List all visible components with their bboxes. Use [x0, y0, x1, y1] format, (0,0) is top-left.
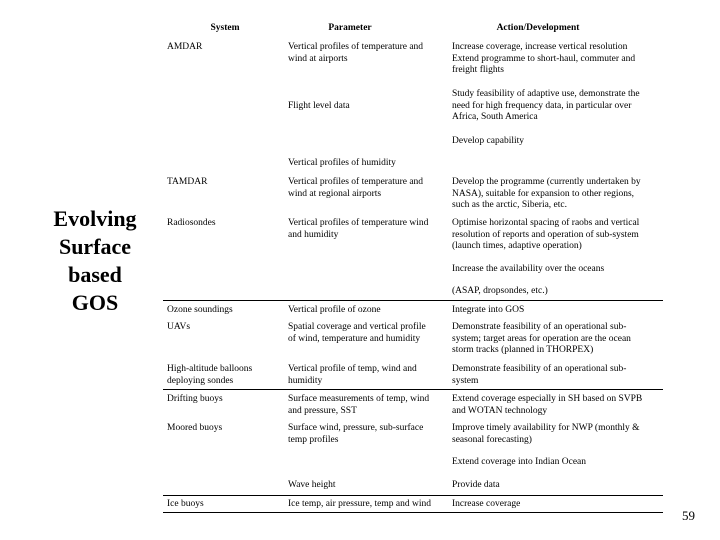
cell-line: of wind, temperature and humidity	[288, 333, 421, 344]
table-cell-parameter	[288, 218, 428, 241]
column-header-parameter: Parameter	[328, 23, 372, 33]
slide-title	[20, 205, 170, 317]
table-cell-system	[167, 42, 202, 54]
cell-line: (ASAP, dropsondes, etc.)	[452, 286, 548, 296]
table-cell-action	[452, 457, 586, 469]
table-cell-action	[452, 286, 548, 298]
cell-line: Vertical profile of ozone	[288, 305, 381, 315]
table-cell-system	[167, 218, 216, 230]
cell-line: system; target areas for operation are the ocean	[452, 333, 631, 344]
column-header-system: System	[210, 23, 240, 33]
table-cell-action	[452, 499, 520, 511]
table-cell-system	[167, 322, 190, 334]
title-line: based	[68, 262, 122, 287]
cell-line: Study feasibility of adaptive use, demonstrate the	[452, 89, 640, 99]
table-rule	[163, 495, 663, 496]
title-line: Evolving	[53, 206, 137, 231]
cell-line: TAMDAR	[167, 177, 208, 187]
cell-line: Vertical profile of temp, wind and	[288, 364, 417, 374]
cell-line: need for high frequency data, in particular over	[452, 100, 632, 111]
cell-line: Increase coverage, increase vertical resolution	[452, 42, 628, 52]
table-rule	[163, 300, 663, 301]
cell-line: humidity	[288, 375, 323, 386]
page-number: 59	[682, 508, 695, 523]
table-cell-action	[452, 423, 640, 446]
table-cell-parameter	[288, 42, 423, 65]
cell-line: seasonal forecasting)	[452, 434, 532, 445]
table-cell-action	[452, 42, 635, 77]
cell-line: Moored buoys	[167, 423, 223, 433]
table-rule	[163, 389, 663, 390]
cell-line: Vertical profiles of temperature and	[288, 42, 424, 52]
column-header-action: Action/Development	[496, 23, 580, 33]
table-cell-system	[167, 499, 204, 511]
table-cell-action	[452, 218, 639, 253]
table-cell-action	[452, 177, 641, 212]
cell-line: freight flights	[452, 65, 504, 75]
cell-line: Wave height	[288, 480, 336, 490]
cell-line: Ice temp, air pressure, temp and wind	[288, 499, 431, 509]
table-cell-action	[452, 480, 500, 492]
table-cell-parameter	[288, 158, 396, 170]
table-cell-parameter	[288, 101, 350, 113]
cell-line: High-altitude balloons	[167, 364, 253, 374]
table-cell-parameter	[288, 394, 429, 417]
table-cell-system	[167, 177, 207, 189]
cell-line: Vertical profiles of humidity	[288, 158, 396, 168]
table-cell-system	[167, 423, 222, 435]
cell-line: Surface measurements of temp, wind	[288, 394, 430, 404]
cell-line: Increase coverage	[452, 499, 521, 509]
table-cell-parameter	[288, 177, 423, 200]
cell-line: system	[452, 375, 479, 386]
cell-line: and WOTAN technology	[452, 405, 548, 416]
cell-line: Spatial coverage and vertical profile	[288, 322, 426, 332]
table-cell-system	[167, 364, 252, 387]
table-cell-action	[452, 136, 524, 148]
table-cell-parameter	[288, 322, 426, 345]
cell-line: Provide data	[452, 480, 500, 490]
cell-line: Develop capability	[452, 136, 525, 146]
table-cell-action	[452, 305, 524, 317]
cell-line: and pressure, SST	[288, 405, 357, 416]
cell-line: Develop the programme (currently undertaken by	[452, 177, 641, 187]
cell-line: Demonstrate feasibility of an operational sub-	[452, 364, 627, 374]
cell-line: Flight level data	[288, 101, 350, 111]
cell-line: Extend programme to short-haul, commuter and	[452, 53, 636, 64]
title-line: GOS	[71, 290, 119, 315]
table-cell-parameter	[288, 305, 381, 317]
cell-line: UAVs	[167, 322, 191, 332]
cell-line: Surface wind, pressure, sub-surface	[288, 423, 424, 433]
cell-line: Ice buoys	[167, 499, 204, 509]
table-cell-parameter	[288, 499, 431, 511]
cell-line: Improve timely availability for NWP (monthly &	[452, 423, 640, 433]
title-line: Surface	[58, 234, 132, 259]
table-cell-system	[167, 305, 233, 317]
cell-line: (launch times, adaptive operation)	[452, 241, 582, 251]
cell-line: Radiosondes	[167, 218, 216, 228]
cell-line: Vertical profiles of temperature wind	[288, 218, 429, 228]
table-cell-action	[452, 322, 631, 357]
cell-line: Demonstrate feasibility of an operational sub-	[452, 322, 627, 332]
cell-line: Drifting buoys	[167, 394, 223, 404]
cell-line: such as the arctic, Siberia, etc.	[452, 200, 568, 210]
table-cell-action	[452, 89, 640, 124]
table-cell-action	[452, 394, 642, 417]
table-cell-system	[167, 394, 223, 406]
table-cell-action	[452, 364, 626, 387]
cell-line: AMDAR	[167, 42, 203, 52]
cell-line: and humidity	[288, 229, 339, 240]
cell-line: Increase the availability over the oceans	[452, 264, 605, 274]
cell-line: Ozone soundings	[167, 305, 233, 315]
table-cell-action	[452, 264, 604, 276]
cell-line: resolution of reports and operation of sub-system	[452, 229, 639, 240]
table-cell-parameter	[288, 423, 423, 446]
cell-line: NASA), suitable for expansion to other regions,	[452, 188, 635, 199]
cell-line: wind at regional airports	[288, 188, 382, 199]
cell-line: Optimise horizontal spacing of raobs and vertical	[452, 218, 640, 228]
table-rule	[163, 512, 663, 513]
cell-line: temp profiles	[288, 434, 339, 445]
cell-line: storm tracks (planned in THORPEX)	[452, 345, 594, 355]
cell-line: Vertical profiles of temperature and	[288, 177, 424, 187]
table-cell-parameter	[288, 364, 417, 387]
cell-line: Integrate into GOS	[452, 305, 525, 315]
table-cell-parameter	[288, 480, 336, 492]
cell-line: Africa, South America	[452, 112, 538, 122]
cell-line: wind at airports	[288, 53, 348, 64]
cell-line: Extend coverage into Indian Ocean	[452, 457, 586, 467]
cell-line: Extend coverage especially in SH based on SVPB	[452, 394, 643, 404]
cell-line: deploying sondes	[167, 375, 234, 386]
